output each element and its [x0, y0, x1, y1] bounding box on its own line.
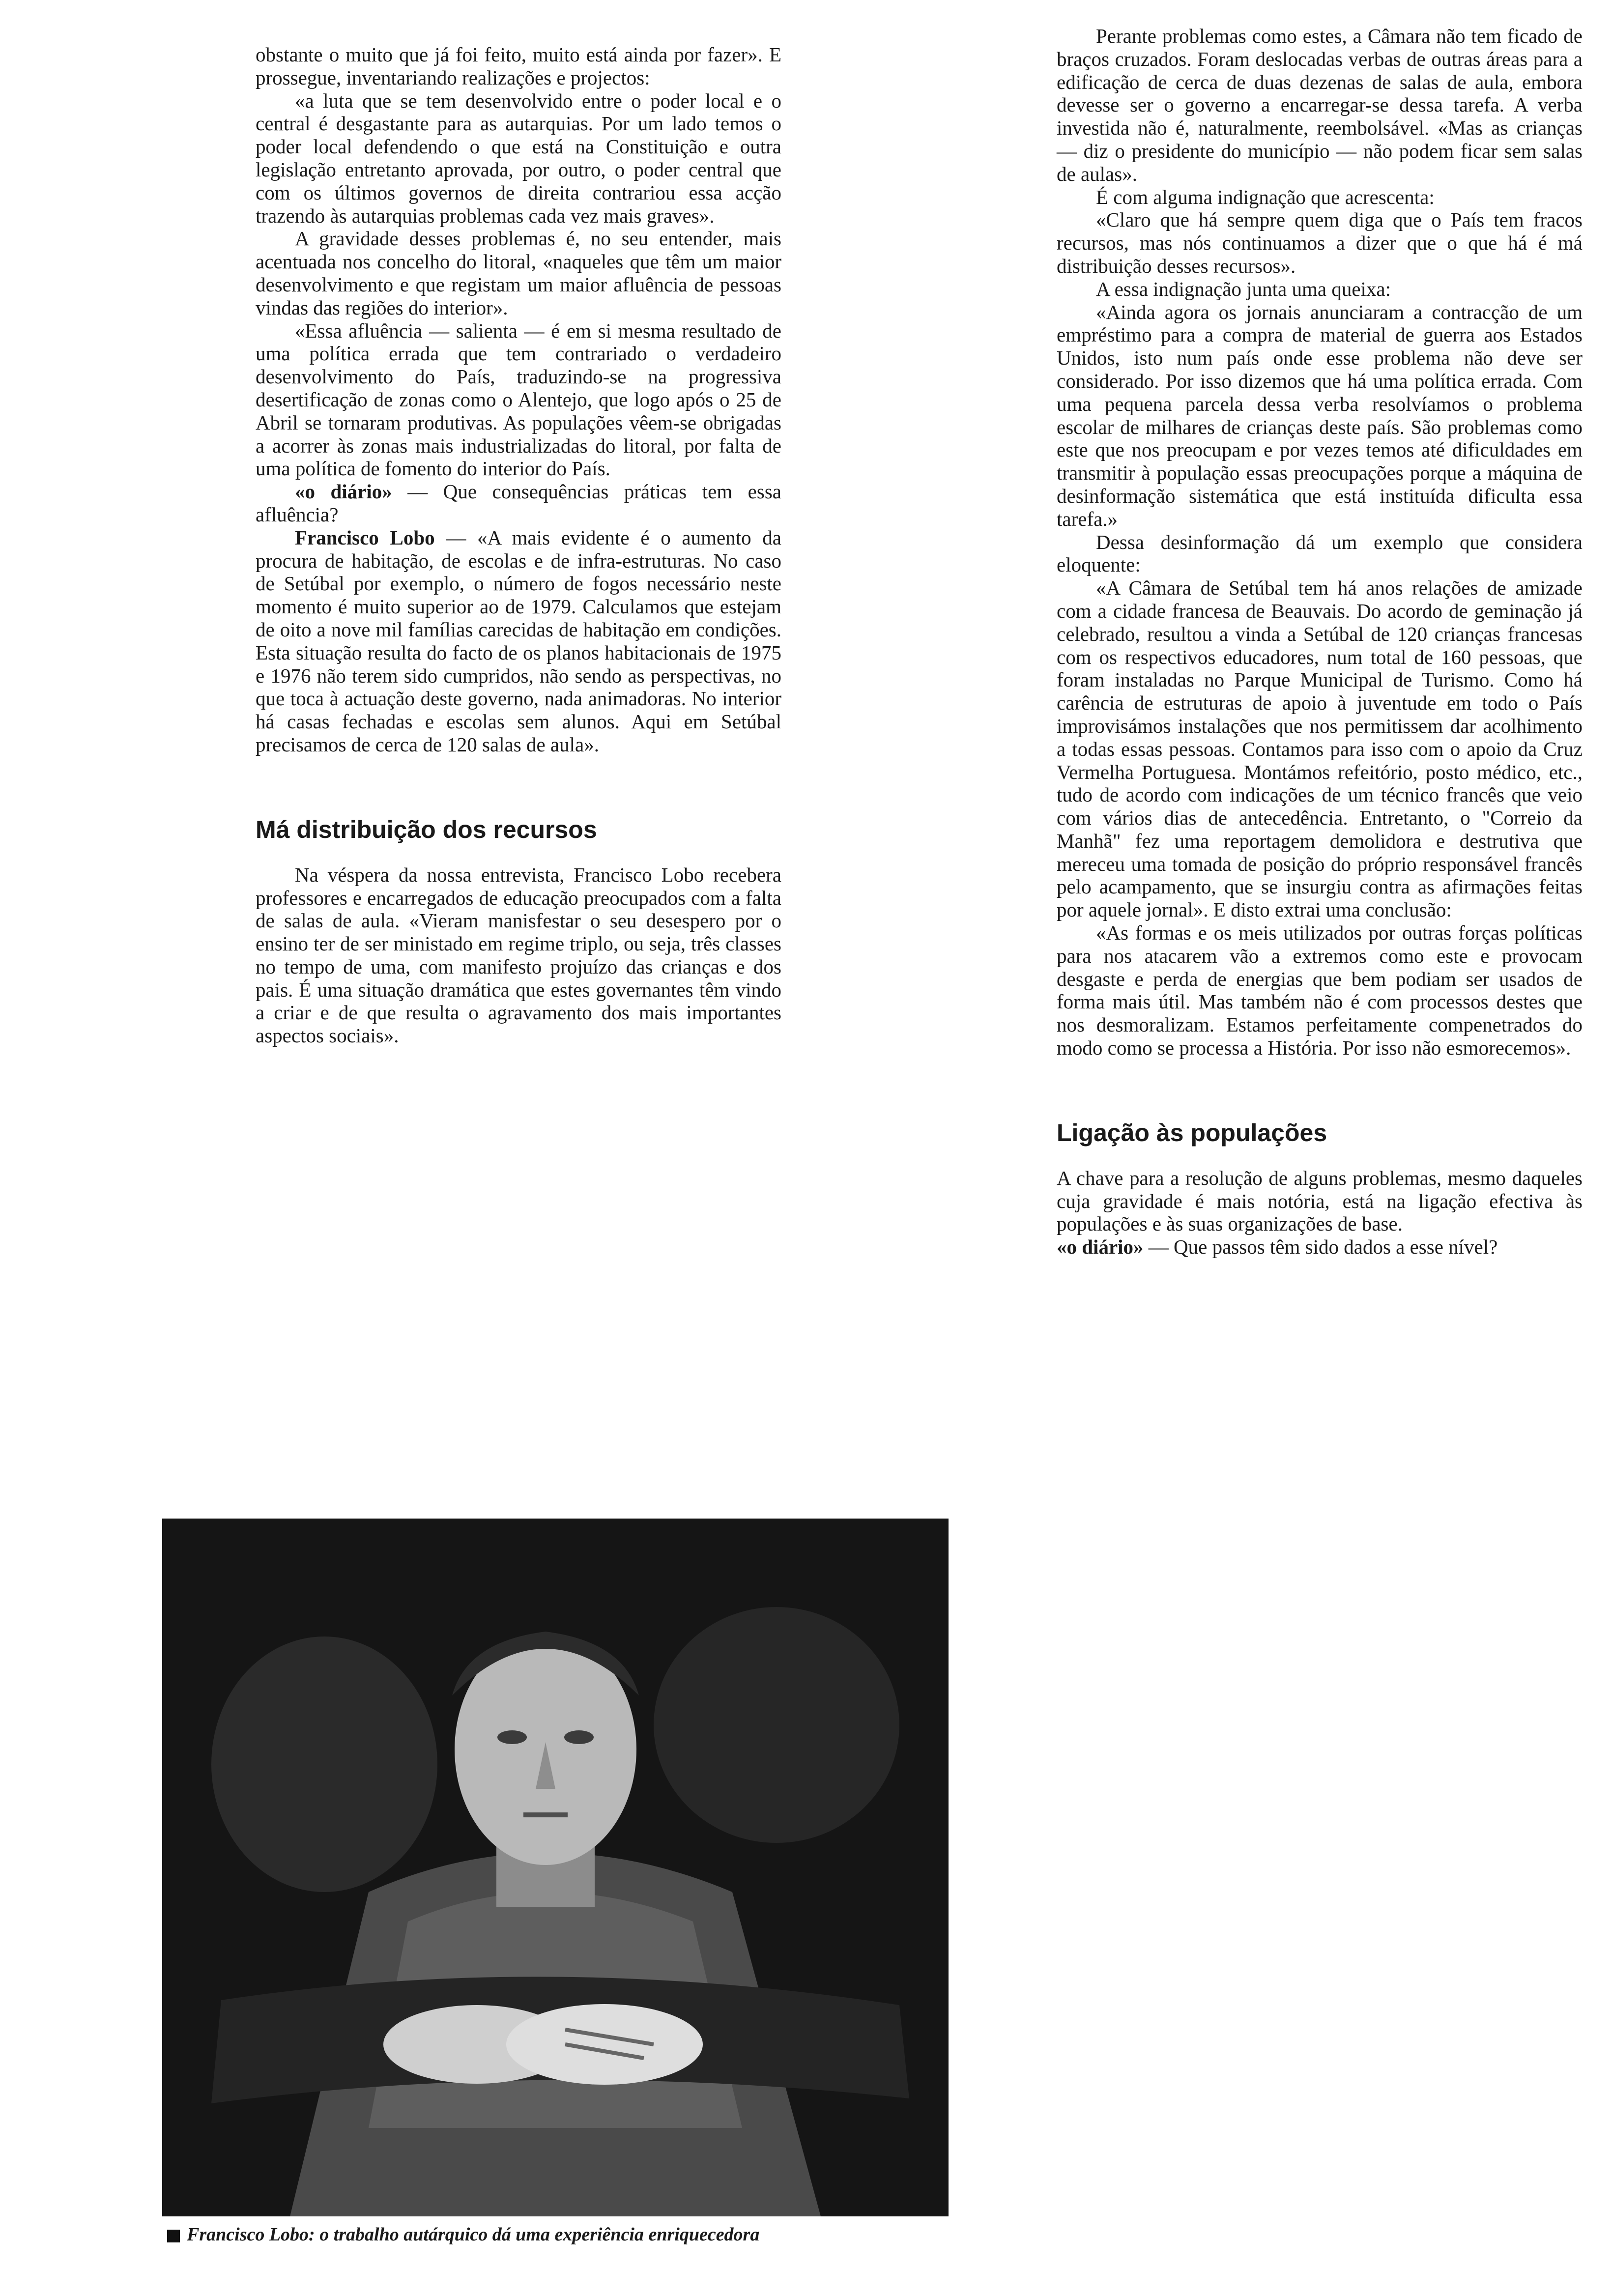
- paragraph: Dessa desinformação dá um exemplo que considera eloquente:: [1057, 530, 1583, 576]
- speaker-label: «o diário»: [1057, 1235, 1144, 1259]
- left-column: [256, 43, 781, 1047]
- paragraph: «Ainda agora os jornais anunciaram a contracção de um empréstimo para a compra de material de guerra aos Estados Unidos, isto num país onde esse problema não deve ser considerado. Por isso dizemos que há uma política errada. Com uma pequena parcela dessa verba resolvíamos o problema escolar de milhares de crianças deste país. São problemas como este que nos preocupam e por vezes temos até dificuldades em transmitir à população essas preocupações porque a máquina de desinformação sistemática que está instituída dificulta essa tarefa.»: [1057, 300, 1583, 530]
- paragraph: A essa indignação junta uma queixa:: [1096, 277, 1391, 300]
- paragraph: obstante o muito que já foi feito, muito está ainda por fazer». E prossegue, inventariando realizações e projectos:: [256, 43, 781, 89]
- interview-answer: [256, 526, 781, 756]
- caption-text: Francisco Lobo: o trabalho autárquico dá uma experiência enriquecedora: [187, 2224, 760, 2245]
- paragraph: Na véspera da nossa entrevista, Francisco Lobo recebera professores e encarregados de educação preocupados com a falta de salas de aula. «Vieram manisfestar o seu desespero por o ensino ter de ser ministado em regime triplo, ou seja, três classes no tempo de uma, com manifesto projuízo das crianças e dos pais. É uma situação dramática que estes governantes têm vindo a criar e de que resulta o agravamento dos mais importantes aspectos sociais».: [256, 863, 781, 1047]
- speaker-label: «o diário»: [295, 480, 392, 503]
- portrait-photo: [162, 1519, 949, 2216]
- paragraph: Perante problemas como estes, a Câmara não tem ficado de braços cruzados. Foram deslocadas verbas de outras áreas para a edificação de cerca de duas dezenas de salas de aula, embora devesse ser o governo a encarregar-se dessa tarefa. A verba investida não é, naturalmente, reembolsável. «Mas as crianças — diz o presidente do município — não podem ficar sem salas de aulas».: [1057, 25, 1583, 185]
- paragraph: «Essa afluência — salienta — é em si mesma resultado de uma política errada que tem contrariado o verdadeiro desenvolvimento do País, traduzindo-se na progressiva desertificação de zonas como o Alentejo, que logo após o 25 de Abril se tornaram produtivas. As populações vêem-se obrigadas a acorrer às zonas mais industrializadas do litoral, por falta de uma política de fomento do interior do País.: [256, 319, 781, 480]
- paragraph: É com alguma indignação que acrescenta:: [1096, 185, 1435, 208]
- question-text: — Que consequências práticas tem essa afluência?: [256, 480, 781, 526]
- interview-question: [1057, 1235, 1583, 1259]
- paragraph: A chave para a resolução de alguns problemas, mesmo daqueles cuja gravidade é mais notória, está na ligação efectiva às populações e às suas organizações de base.: [1057, 1166, 1583, 1235]
- speaker-label: Francisco Lobo: [295, 526, 435, 549]
- paragraph: «a luta que se tem desenvolvido entre o poder local e o central é desgastante para as autarquias. Por um lado temos o poder local defendendo o que está na Constituição e outra legislação entretanto aprovada, por outro, o poder central que com os últimos governos de direita contrariou essa acção trazendo às autarquias problemas cada vez mais graves».: [256, 89, 781, 227]
- photo-caption: [167, 2224, 953, 2245]
- answer-text: — «A mais evidente é o aumento da procura de habitação, de escolas e de infra-estruturas. No caso de Setúbal por exemplo, o número de fogos necessário neste momento é muito superior ao de 1979. Calculamos que estejam de oito a nove mil famílias carecidas de habitação em condições. Esta situação resulta do facto de os planos habitacionais de 1975 e 1976 não terem sido cumpridos, não sendo as perspectivas, no que toca à actuação deste governo, nada animadoras. No interior há casas fechadas e escolas sem alunos. Aqui em Setúbal precisamos de cerca de 120 salas de aula».: [256, 526, 781, 756]
- paragraph: «Claro que há sempre quem diga que o País tem fracos recursos, mas nós continuamos a dizer que o que há é má distribuição desses recursos».: [1057, 208, 1583, 277]
- right-column: [1057, 25, 1583, 1259]
- section-heading: Ligação às populações: [1057, 1119, 1327, 1147]
- paragraph: «As formas e os meis utilizados por outras forças políticas para nos atacarem vão a extremos como este e provocam desgaste e perda de energias que bem podiam ser usados de forma mais útil. Mas também não é com processos destes que nos desmoralizam. Estamos perfeitamente compenetrados do modo como se processa a História. Por isso não esmorecemos».: [1057, 921, 1583, 1060]
- question-text: — Que passos têm sido dados a esse nível?: [1143, 1235, 1498, 1259]
- caption-bullet-icon: [167, 2230, 180, 2242]
- interview-question: [256, 480, 781, 526]
- paragraph: «A Câmara de Setúbal tem há anos relações de amizade com a cidade francesa de Beauvais. Do acordo de geminação já celebrado, resultou a vinda a Setúbal de 120 crianças francesas com os respectivos educadores, num total de 160 pessoas, que foram instaladas no Parque Municipal de Turismo. Como há carência de estruturas de apoio à juventude em todo o País improvisámos instalações que nos permitissem dar acolhimento a todas essas pessoas. Contamos para isso com o apoio da Cruz Vermelha Portuguesa. Montámos refeitório, posto médico, etc., tudo de acordo com indicações de um técnico francês que veio com vários dias de antecedência. Entretanto, o "Correio da Manhã" fez uma reportagem demolidora e destrutiva que mereceu uma tomada de posição do próprio responsável francês pelo acampamento, que se insurgiu contra as afirmações feitas por aquele jornal». E disto extrai uma conclusão:: [1057, 576, 1583, 921]
- paragraph: A gravidade desses problemas é, no seu entender, mais acentuada nos concelho do litoral, «naqueles que têm um maior desenvolvimento e que registam um maior afluência de pessoas vindas das regiões do interior».: [256, 227, 781, 319]
- section-heading: Má distribuição dos recursos: [256, 815, 597, 843]
